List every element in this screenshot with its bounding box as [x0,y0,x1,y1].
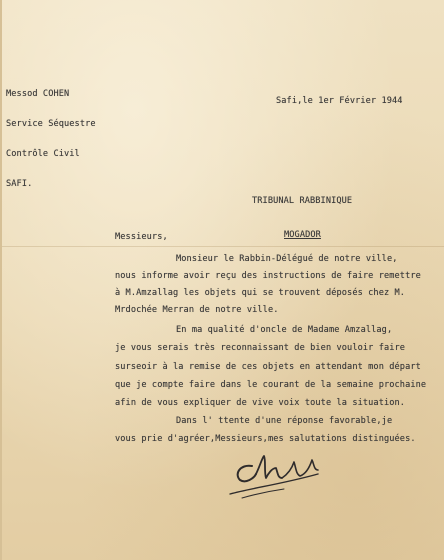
body-line: surseoir à la remise de ces objets en attendant mon départ [115,362,421,372]
paper-fold [2,246,444,247]
body-line: à M.Amzallag les objets qui se trouvent déposés chez M. [115,288,406,298]
salutation: Messieurs, [115,232,168,242]
body-line: vous prie d'agréer,Messieurs,mes salutations distinguées. [115,434,416,444]
letter-date: Safi,le 1er Février 1944 [276,96,403,106]
body-line: je vous serais très reconnaissant de bien vouloir faire [115,343,406,353]
sender-city: SAFI. [6,179,33,189]
signature-strokes [230,456,318,498]
addressee-name: TRIBUNAL RABBINIQUE [252,196,353,206]
body-line: Mrdochée Merran de notre ville. [115,305,279,315]
addressee-city: MOGADOR [284,230,321,240]
body-line: Monsieur le Rabbin-Délégué de notre ville, [176,254,398,264]
body-line: que je compte faire dans le courant de la semaine prochaine [115,380,427,390]
sender-office: Contrôle Civil [6,149,80,159]
handwritten-signature [222,444,332,504]
addressee-block [252,176,352,264]
sender-block [6,69,96,209]
body-line: nous informe avoir reçu des instructions de faire remettre [115,271,421,281]
body-line: afin de vous expliquer de vive voix toute la situation. [115,398,406,408]
sender-service: Service Séquestre [6,119,96,129]
body-line: Dans l' ttente d'une réponse favorable,je [176,416,393,426]
body-line: En ma qualité d'oncle de Madame Amzallag, [176,325,393,335]
sender-name: Messod COHEN [6,89,70,99]
